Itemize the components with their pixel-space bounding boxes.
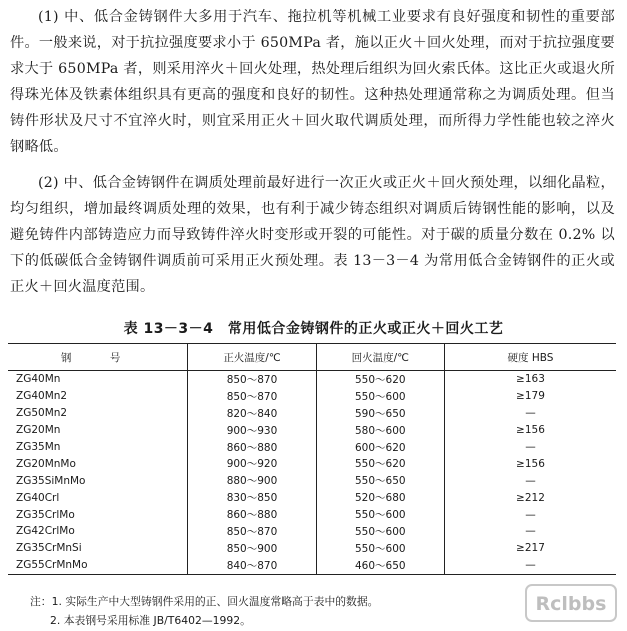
cell-grade: ZG35CrlMo — [16, 508, 75, 521]
table-row — [8, 540, 616, 557]
cell-grade: ZG35CrMnSi — [16, 542, 82, 555]
paragraph-2 — [10, 170, 615, 300]
table-row — [8, 422, 616, 439]
cell-hardness: — — [444, 405, 616, 422]
table-note-1: 注：1. 实际生产中大型铸钢件采用的正、回火温度常略高于表中的数据。 — [30, 595, 379, 608]
table-row — [8, 523, 616, 540]
table-row — [8, 557, 616, 574]
cell-tempering-temp: 600～620 — [316, 439, 444, 456]
cell-tempering-temp: 460～650 — [316, 557, 444, 574]
cell-tempering-temp: 590～650 — [316, 405, 444, 422]
cell-hardness: ≥179 — [444, 388, 616, 405]
cell-hardness: — — [444, 523, 616, 540]
cell-tempering-temp: 550～600 — [316, 523, 444, 540]
cell-normalizing-temp: 830～850 — [188, 489, 316, 506]
table-row — [8, 455, 616, 472]
cell-tempering-temp: 520～680 — [316, 489, 444, 506]
header-hardness: 硬度 HBS — [444, 344, 616, 371]
paragraph-1 — [10, 4, 615, 160]
table-row — [8, 439, 616, 456]
cell-tempering-temp: 550～600 — [316, 388, 444, 405]
cell-normalizing-temp: 850～870 — [188, 371, 316, 388]
cell-hardness: ≥163 — [444, 371, 616, 388]
cell-tempering-temp: 550～600 — [316, 540, 444, 557]
cell-grade: ZG20MnMo — [16, 457, 76, 470]
table-title: 表 13－3－4 常用低合金铸钢件的正火或正火＋回火工艺 — [123, 321, 504, 337]
cell-tempering-temp: 550～620 — [316, 371, 444, 388]
cell-grade: ZG50Mn2 — [16, 407, 68, 420]
heat-treatment-table — [8, 343, 616, 575]
header-normalizing-temp: 正火温度/℃ — [188, 344, 316, 371]
cell-tempering-temp: 580～600 — [316, 422, 444, 439]
cell-tempering-temp: 550～600 — [316, 506, 444, 523]
table-row — [8, 489, 616, 506]
watermark-logo — [525, 584, 617, 622]
cell-grade: ZG40Crl — [16, 491, 60, 504]
cell-hardness: — — [444, 557, 616, 574]
cell-hardness: — — [444, 439, 616, 456]
cell-normalizing-temp: 880～900 — [188, 472, 316, 489]
table-body — [8, 371, 616, 575]
header-grade: 钢 号 — [8, 344, 188, 371]
header-tempering-temp: 回火温度/℃ — [316, 344, 444, 371]
cell-hardness: ≥156 — [444, 422, 616, 439]
table-header-row — [8, 344, 616, 371]
cell-grade: ZG42CrlMo — [16, 525, 75, 538]
cell-tempering-temp: 550～650 — [316, 472, 444, 489]
cell-normalizing-temp: 820～840 — [188, 405, 316, 422]
table-row — [8, 371, 616, 388]
cell-normalizing-temp: 900～920 — [188, 455, 316, 472]
table-row — [8, 405, 616, 422]
paragraph-1-text: (1) 中、低合金铸钢件大多用于汽车、拖拉机等机械工业要求有良好强度和韧性的重要部件。一般来说，对于抗拉强度要求小于 650MPa 者，施以正火＋回火处理，而对于抗拉强度要求大于 650MPa 者，则采用淬火＋回火处理，热处理后组织为回火索氏体。这比正火或退火所得珠光体及铁素体组织具有更高的强度和良好的韧性。这种热处理通常称之为调质处理。但当铸件形状及尺寸不宜淬火时，则宜采用正火＋回火取代调质处理，而所得力学性能也较之淬火钢略低。 — [10, 9, 615, 155]
cell-hardness: — — [444, 472, 616, 489]
table-note-2: 2. 本表钢号采用标准 JB/T6402—1992。 — [50, 614, 251, 627]
cell-tempering-temp: 550～620 — [316, 455, 444, 472]
table-row — [8, 388, 616, 405]
cell-normalizing-temp: 850～870 — [188, 388, 316, 405]
cell-normalizing-temp: 860～880 — [188, 506, 316, 523]
cell-grade: ZG35SiMnMo — [16, 474, 86, 487]
cell-normalizing-temp: 860～880 — [188, 439, 316, 456]
cell-hardness: — — [444, 506, 616, 523]
paragraph-2-text: (2) 中、低合金铸钢件在调质处理前最好进行一次正火或正火＋回火预处理，以细化晶粒，均匀组织，增加最终调质处理的效果，也有利于减少铸态组织对调质后铸钢性能的影响，以及避免铸件内部铸造应力而导致铸件淬火时变形或开裂的可能性。对于碳的质量分数在 0.2% 以下的低碳低合金铸钢件调质前可采用正火预处理。表 13－3－4 为常用低合金铸钢件的正火或正火＋回火温度范围。 — [10, 175, 615, 295]
cell-hardness: ≥212 — [444, 489, 616, 506]
cell-normalizing-temp: 840～870 — [188, 557, 316, 574]
cell-normalizing-temp: 900～930 — [188, 422, 316, 439]
cell-normalizing-temp: 850～900 — [188, 540, 316, 557]
table-row — [8, 472, 616, 489]
cell-normalizing-temp: 850～870 — [188, 523, 316, 540]
cell-grade: ZG40Mn — [16, 373, 61, 386]
cell-grade: ZG20Mn — [16, 424, 61, 437]
table-row — [8, 506, 616, 523]
cell-grade: ZG35Mn — [16, 441, 61, 453]
cell-grade: ZG40Mn2 — [16, 390, 68, 403]
cell-hardness: ≥156 — [444, 455, 616, 472]
cell-hardness: ≥217 — [444, 540, 616, 557]
cell-grade: ZG55CrMnMo — [8, 557, 188, 574]
svg-text:Rclbbs: Rclbbs — [535, 593, 607, 615]
